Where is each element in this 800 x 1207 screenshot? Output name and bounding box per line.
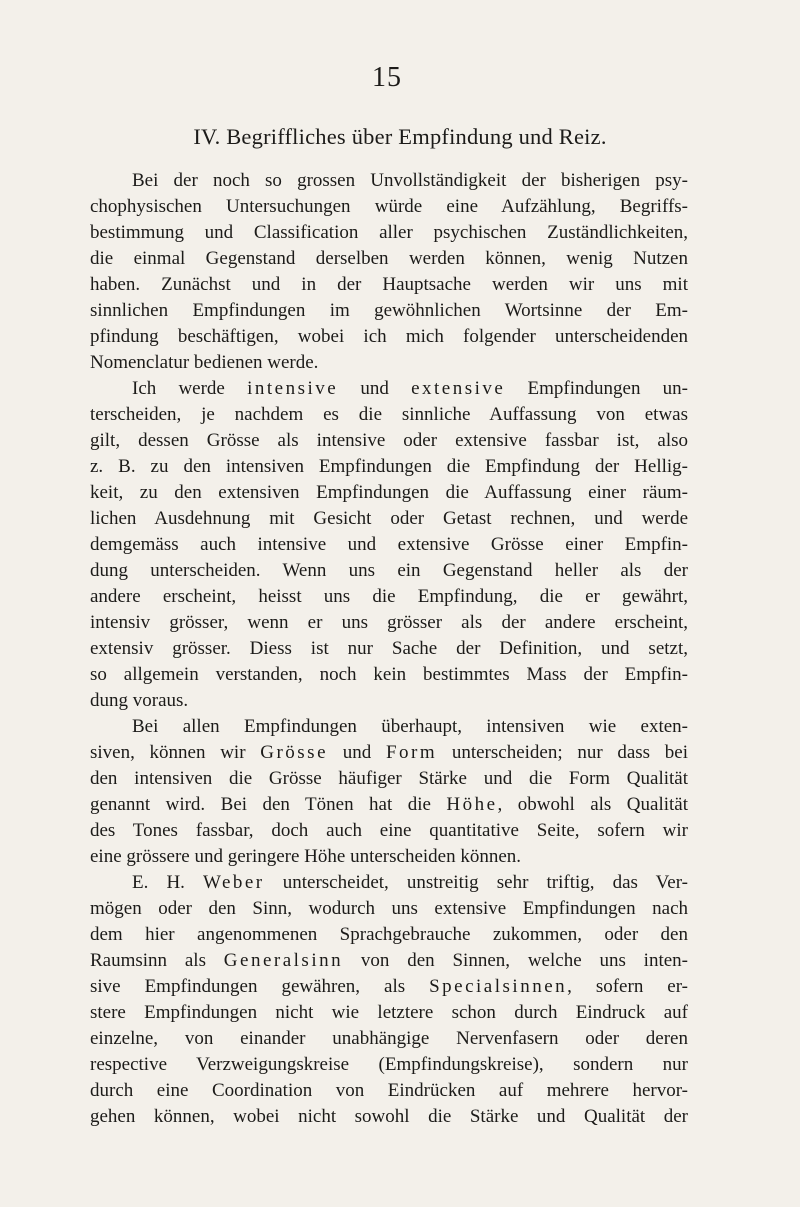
text-line: intensiv grösser, wenn er uns grösser als der andere erscheint, [90,612,688,633]
text-line: gehen können, wobei nicht sowohl die Stärke und Qualität der [90,1106,688,1127]
text-line: siven, können wir Grösse und Form unterscheiden; nur dass bei [90,742,688,763]
text-line: chophysischen Untersuchungen würde eine Aufzählung, Begriffs- [90,196,688,217]
text-line: z. B. zu den intensiven Empfindungen die Empfindung der Hellig- [90,456,688,477]
text-line: gilt, dessen Grösse als intensive oder extensive fassbar ist, also [90,430,688,451]
text-line: durch eine Coordination von Eindrücken auf mehrere hervor- [90,1080,688,1101]
emphasized-term: Höhe [446,794,498,815]
text-line: extensiv grösser. Diess ist nur Sache der Definition, und setzt, [90,638,688,659]
text-line: dem hier angenommenen Sprachgebrauche zukommen, oder den [90,924,688,945]
emphasized-term: Grösse [260,742,329,763]
emphasized-term: Specialsinnen [429,976,568,997]
text-line: Raumsinn als Generalsinn von den Sinnen, welche uns inten- [90,950,688,971]
text-line: sinnlichen Empfindungen im gewöhnlichen Wortsinne der Em- [90,300,688,321]
paragraph [90,376,688,714]
paragraph [90,714,688,870]
text-line: Nomenclatur bedienen werde. [90,352,319,373]
text-line: sive Empfindungen gewähren, als Specialsinnen, sofern er- [90,976,688,997]
text-line: Bei der noch so grossen Unvollständigkeit der bisherigen psy- [132,170,688,191]
text-line: Ich werde intensive und extensive Empfindungen un- [132,378,688,399]
text-line: den intensiven die Grösse häufiger Stärke und die Form Qualität [90,768,688,789]
text-line: einzelne, von einander unabhängige Nervenfasern oder deren [90,1028,688,1049]
text-line: pfindung beschäftigen, wobei ich mich folgender unterscheidenden [90,326,688,347]
text-line: terscheiden, je nachdem es die sinnliche Auffassung von etwas [90,404,688,425]
text-line: respective Verzweigungskreise (Empfindungskreise), sondern nur [90,1054,688,1075]
page-number: 15 [372,62,402,93]
text-line: bestimmung und Classification aller psychischen Zuständlichkeiten, [90,222,688,243]
body-text [90,168,688,1130]
text-line: dung voraus. [90,690,189,711]
text-line: Bei allen Empfindungen überhaupt, intensiven wie exten- [132,716,688,737]
text-line: des Tones fassbar, doch auch eine quantitative Seite, sofern wir [90,820,688,841]
paragraph [90,870,688,1130]
text-line: keit, zu den extensiven Empfindungen die Auffassung einer räum- [90,482,688,503]
text-line: die einmal Gegenstand derselben werden können, wenig Nutzen [90,248,688,269]
text-line: lichen Ausdehnung mit Gesicht oder Getast rechnen, und werde [90,508,688,529]
emphasized-term: Form [385,742,438,763]
text-line: andere erscheint, heisst uns die Empfindung, die er gewährt, [90,586,688,607]
text-line: so allgemein verstanden, noch kein bestimmtes Mass der Empfin- [90,664,688,685]
paragraph [90,168,688,376]
emphasized-term: intensive [247,378,339,399]
emphasized-term: Generalsinn [223,950,344,971]
text-line: haben. Zunächst und in der Hauptsache werden wir uns mit [90,274,688,295]
text-line: demgemäss auch intensive und extensive Grösse einer Empfin- [90,534,688,555]
text-line: stere Empfindungen nicht wie letztere schon durch Eindruck auf [90,1002,688,1023]
text-line: mögen oder den Sinn, wodurch uns extensive Empfindungen nach [90,898,688,919]
text-line: dung unterscheiden. Wenn uns ein Gegenstand heller als der [90,560,688,581]
text-line: genannt wird. Bei den Tönen hat die Höhe, obwohl als Qualität [90,794,688,815]
section-title: IV. Begriffliches über Empfindung und Reiz. [193,124,607,149]
emphasized-term: Weber [203,872,265,893]
text-line: eine grössere und geringere Höhe unterscheiden können. [90,846,522,867]
text-line: E. H. Weber unterscheidet, unstreitig sehr triftig, das Ver- [132,872,689,893]
emphasized-term: extensive [411,378,506,399]
